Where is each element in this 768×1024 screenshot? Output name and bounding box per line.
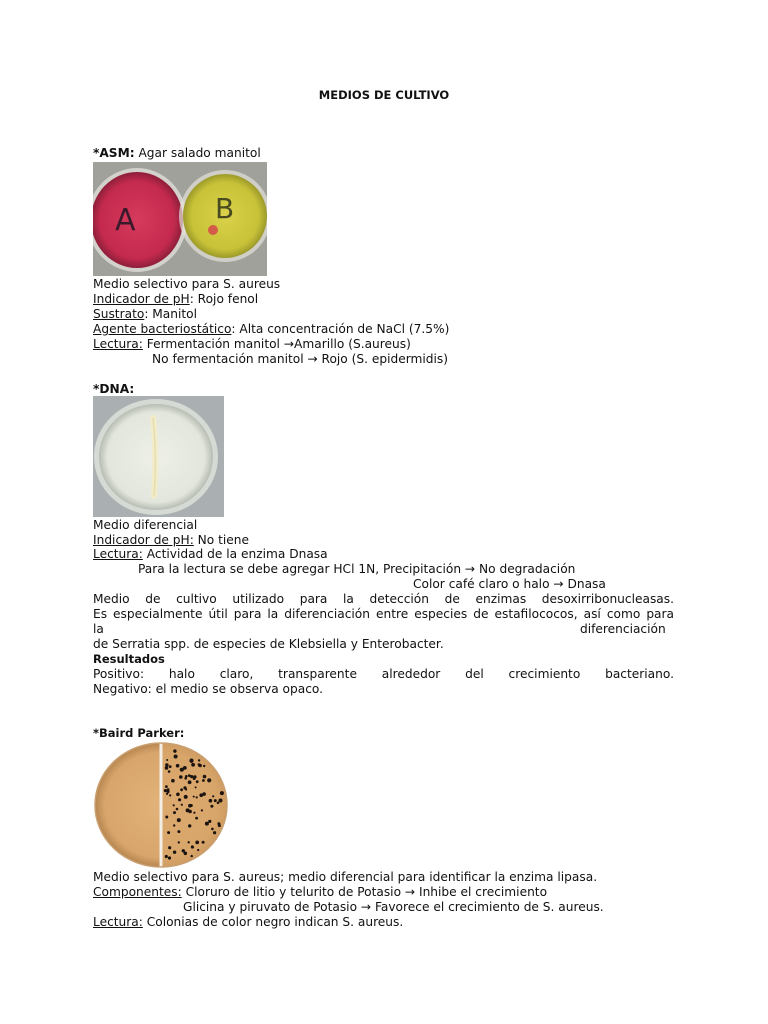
dna-positivo: Positivo: halo claro, transparente alrededor del crecimiento bacteriano. xyxy=(93,667,674,681)
asm-heading-line xyxy=(93,146,261,161)
asm-agente-value: : Alta concentración de NaCl (7.5%) xyxy=(231,322,450,336)
colony-dot xyxy=(183,766,187,770)
colony-dot xyxy=(180,788,183,791)
baird-lectura-label: Lectura: xyxy=(93,915,143,929)
colony-dot xyxy=(202,841,205,844)
colony-dot xyxy=(196,796,198,798)
colony-dot xyxy=(203,775,207,779)
asm-heading: *ASM: xyxy=(93,146,135,160)
asm-lectura-line2: No fermentación manitol → Rojo (S. epidermidis) xyxy=(152,352,449,366)
dna-lectura-line2: Para la lectura se debe agregar HCl 1N, Precipitación → No degradación xyxy=(138,562,576,576)
plate-label-a: A xyxy=(115,203,136,238)
colony-dot xyxy=(165,763,169,767)
colony-dot xyxy=(208,820,211,823)
baird-comp-label: Componentes: xyxy=(93,885,182,899)
dna-para3a: la xyxy=(93,622,104,636)
dna-para4: de Serratia spp. de especies de Klebsiella y Enterobacter. xyxy=(93,637,444,651)
colony-dot xyxy=(202,779,205,782)
colony-dot xyxy=(166,759,168,761)
asm-sustrato-value: : Manitol xyxy=(144,307,198,321)
dna-para3b: diferenciación xyxy=(580,622,666,636)
colony-dot xyxy=(176,808,179,811)
colony-dot xyxy=(188,824,191,827)
dna-ph-label: Indicador de pH: xyxy=(93,533,194,547)
colony-dot xyxy=(173,851,176,854)
colony-dot xyxy=(195,786,197,788)
colony-dot xyxy=(212,795,214,797)
colony-dot xyxy=(178,841,180,843)
dna-heading: *DNA: xyxy=(93,382,135,396)
colony-dot xyxy=(173,804,175,806)
colony-dot xyxy=(188,774,191,777)
colony-dot xyxy=(219,799,223,803)
colony-dot xyxy=(205,822,209,826)
colony-dot xyxy=(182,849,185,852)
colony-dot xyxy=(183,786,186,789)
colony-dot xyxy=(198,763,201,766)
asm-ph-label: Indicador de pH xyxy=(93,292,190,306)
colony-dot xyxy=(177,830,180,833)
colony-dot xyxy=(173,824,175,826)
colony-dot xyxy=(218,824,221,827)
baird-lectura-line xyxy=(93,915,403,930)
colony-dot xyxy=(191,763,195,767)
colony-dot xyxy=(201,809,203,811)
colony-dot xyxy=(164,789,167,792)
colony-dot xyxy=(193,812,195,814)
colony-dot xyxy=(193,796,195,798)
colony-dot xyxy=(171,779,175,783)
colony-dot xyxy=(177,818,181,822)
colony-dot xyxy=(169,794,171,796)
colony-dot xyxy=(198,759,200,761)
colony-dot xyxy=(169,765,172,768)
dna-plate-photo xyxy=(93,396,224,517)
colony-dot xyxy=(186,808,190,812)
colony-dot xyxy=(181,804,183,806)
asm-agente-line xyxy=(93,322,449,337)
colony-dot xyxy=(166,793,168,795)
baird-comp-line2: Glicina y piruvato de Potasio → Favorece el crecimiento de S. aureus. xyxy=(183,900,604,914)
asm-agente-label: Agente bacteriostático xyxy=(93,322,232,336)
dna-ph-line xyxy=(93,533,249,548)
dna-lectura-label: Lectura: xyxy=(93,547,143,561)
colony-dot xyxy=(174,755,178,759)
asm-plates-photo xyxy=(93,162,267,276)
colony-dot xyxy=(165,816,168,819)
baird-lectura-value: Colonias de color negro indican S. aureus. xyxy=(142,915,404,929)
colony-dot xyxy=(165,855,168,858)
page-title: MEDIOS DE CULTIVO xyxy=(318,88,450,102)
colony-dot xyxy=(188,780,192,784)
colony-dot xyxy=(190,759,194,763)
colony-dot xyxy=(195,841,199,845)
colony-dot xyxy=(176,793,180,797)
dna-lectura-value: Actividad de la enzima Dnasa xyxy=(142,547,328,561)
dna-ph-value: No tiene xyxy=(193,533,250,547)
colony-dot xyxy=(197,849,199,851)
colony-dot xyxy=(179,775,183,779)
colony-dot xyxy=(167,788,170,791)
dna-lectura-line3: Color café claro o halo → Dnasa xyxy=(413,577,606,591)
dna-line1: Medio diferencial xyxy=(93,518,198,532)
asm-ph-value: : Rojo fenol xyxy=(189,292,259,306)
baird-line1: Medio selectivo para S. aureus; medio diferencial para identificar la enzima lipasa. xyxy=(93,870,598,884)
baird-comp-line xyxy=(93,885,547,900)
colony-dot xyxy=(196,780,199,783)
colony-dot xyxy=(217,802,220,805)
colony-dot xyxy=(207,778,211,782)
colony-dot xyxy=(173,811,176,814)
colony-dot xyxy=(209,799,213,803)
colony-dot xyxy=(176,764,180,768)
colony-dot xyxy=(211,828,214,831)
plate-label-b: B xyxy=(215,192,235,225)
colony-dot xyxy=(213,831,216,834)
colony-dot xyxy=(168,770,171,773)
dna-resultados-label: Resultados xyxy=(93,652,165,666)
colony-dot xyxy=(178,798,181,801)
colony-dot xyxy=(214,799,217,802)
colony-dot xyxy=(167,831,170,834)
asm-subtitle: Agar salado manitol xyxy=(134,146,261,160)
colony-dot xyxy=(168,856,171,859)
colony-dot xyxy=(203,765,205,767)
asm-line1: Medio selectivo para S. aureus xyxy=(93,277,281,291)
dna-negativo: Negativo: el medio se observa opaco. xyxy=(93,682,324,696)
asm-sustrato-line xyxy=(93,307,197,322)
colony-dot xyxy=(210,805,213,808)
asm-lectura-label: Lectura: xyxy=(93,337,143,351)
colony-dot xyxy=(193,777,196,780)
colony-dot xyxy=(195,817,198,820)
colony-dot xyxy=(184,777,187,780)
colony-dot xyxy=(188,804,192,808)
baird-heading: *Baird Parker: xyxy=(93,726,185,740)
baird-plate-photo xyxy=(93,741,229,868)
baird-comp-value: Cloruro de litio y telurito de Potasio → Inhibe el crecimiento xyxy=(181,885,548,899)
colony-dot xyxy=(169,847,171,849)
dna-lectura-line xyxy=(93,547,328,562)
colony-dot xyxy=(202,792,206,796)
asm-sustrato-label: Sustrato xyxy=(93,307,145,321)
dna-para1: Medio de cultivo utilizado para la detección de enzimas desoxirribonucleasas. xyxy=(93,592,674,606)
colony-dot xyxy=(188,841,190,843)
colony-dot xyxy=(165,785,168,788)
asm-ph-line xyxy=(93,292,258,307)
colony-dot xyxy=(173,749,176,752)
colony-dot xyxy=(184,795,188,799)
colony-dot xyxy=(220,791,224,795)
colony-dot xyxy=(191,845,194,848)
dna-para2: Es especialmente útil para la diferenciación entre especies de estafilococos, así como para xyxy=(93,607,674,621)
asm-lectura-value: Fermentación manitol →Amarillo (S.aureus) xyxy=(142,337,411,351)
colony-dot xyxy=(191,855,193,857)
asm-lectura-line xyxy=(93,337,411,352)
